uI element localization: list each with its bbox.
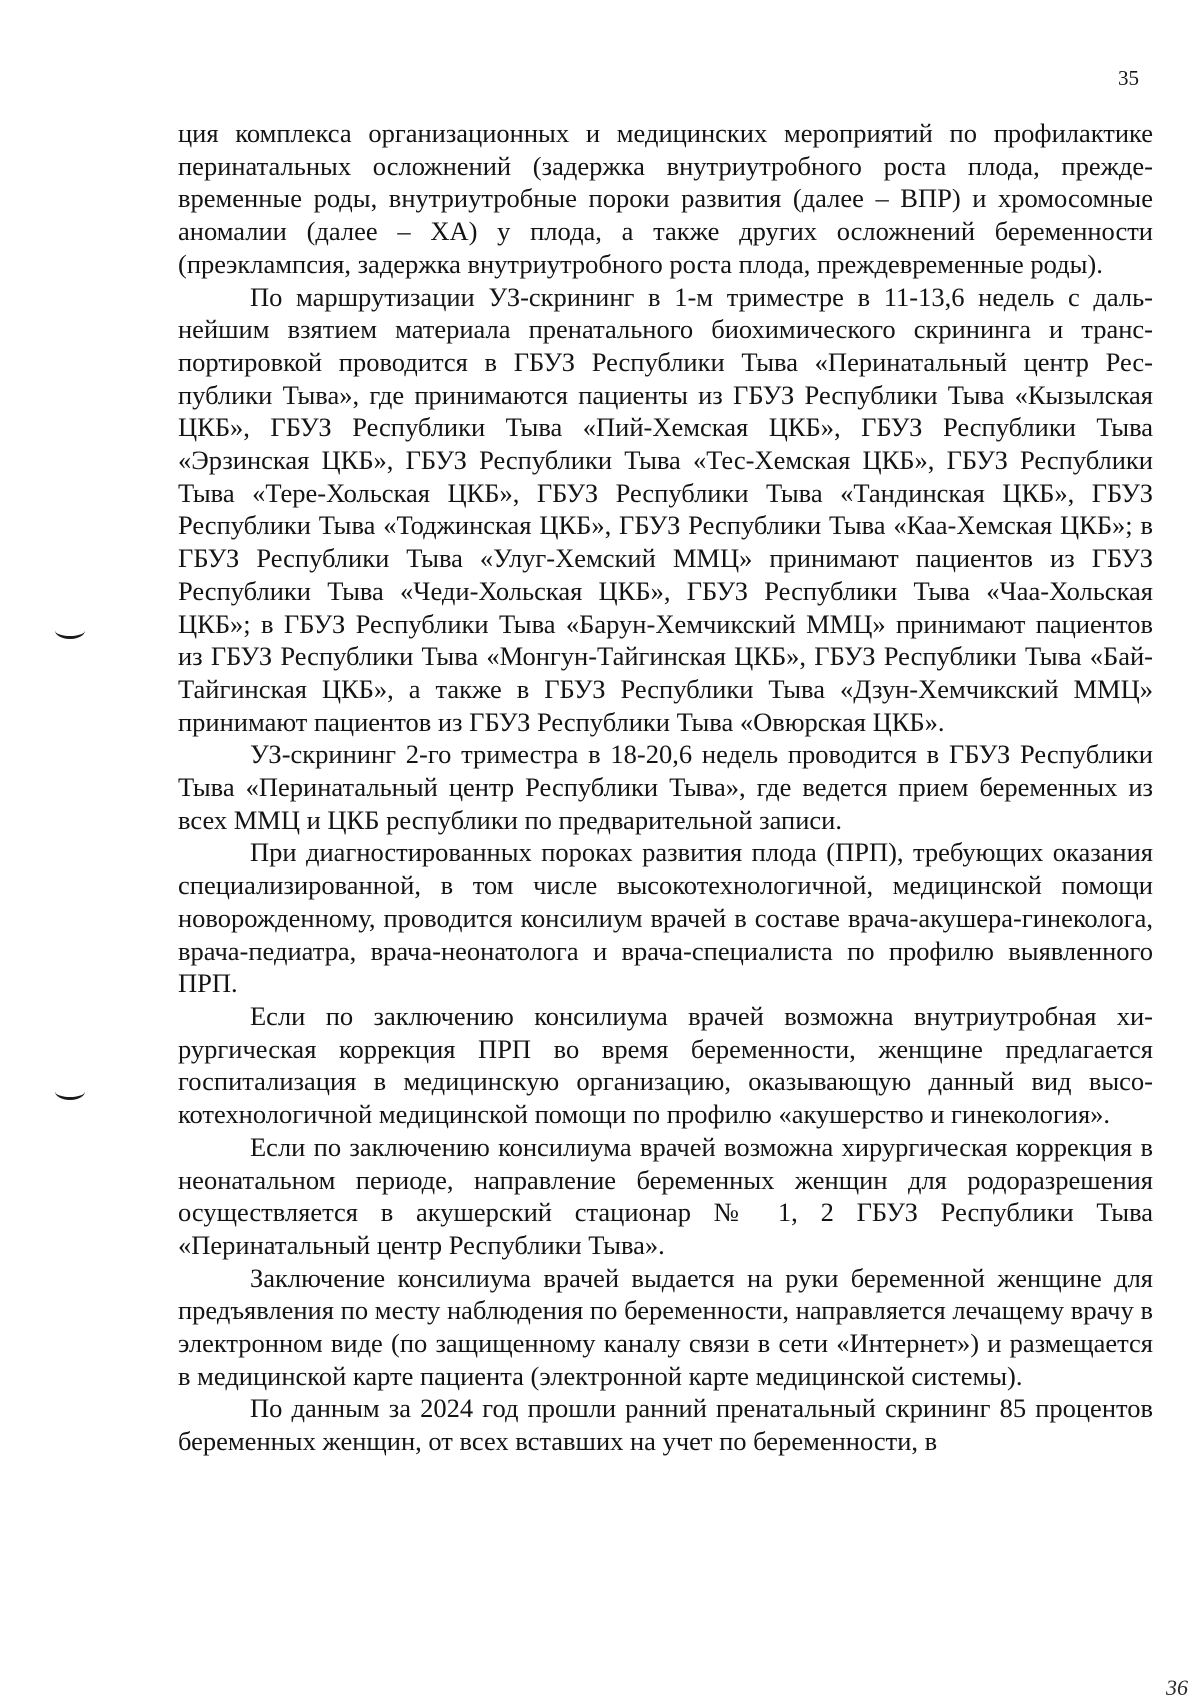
paragraph-neonatal-correction: Если по заключению консилиума врачей возможна хирургическая коррекция в неонатальном периоде, направление беременных женщин для родоразрешения осуществляется в акушерский стационар № 1, 2 ГБУЗ Республики Тыва «Перинатальный центр Республики Тыва».	[178, 1131, 1153, 1260]
paragraph-conclusion: Заключение консилиума врачей выдается на руки беременной женщине для предъявления по месту наблюдения по беременности, направляется лечащему врачу в электронном виде (по защищенному каналу связи в сети «Интернет») и размещается в медицинской карте пациента (электронной карте медицинской системы).	[178, 1262, 1153, 1391]
paragraph-second-trimester: УЗ-скрининг 2-го триместра в 18-20,6 недель проводится в ГБУЗ Республики Тыва «Перинатальный центр Республики Тыва», где ведется прием беременных из всех ММЦ и ЦКБ республики по предварительной записи.	[178, 739, 1153, 835]
handwritten-page-number: 36	[1166, 1675, 1188, 1700]
paragraph-routing-first-trimester: По маршрутизации УЗ-скрининг в 1-м триместре в 11-13,6 недель с дальнейшим взятием материала пренатального биохимического скрининга и транспортировкой проводится в ГБУЗ Республики Тыва «Перинатальный центр Республики Тыва», где принимаются пациенты из ГБУЗ Республики Тыва «Кызылская ЦКБ», ГБУЗ Республики Тыва «Пий-Хемская ЦКБ», ГБУЗ Республики Тыва «Эрзинская ЦКБ», ГБУЗ Республики Тыва «Тес-Хемская ЦКБ», ГБУЗ Республики Тыва «Тере-Хольская ЦКБ», ГБУЗ Республики Тыва «Тандинская ЦКБ», ГБУЗ Республики Тыва «Тоджинская ЦКБ», ГБУЗ Республики Тыва «Каа-Хемская ЦКБ»; в ГБУЗ Республики Тыва «Улуг-Хемский ММЦ» принимают пациентов из ГБУЗ Республики Тыва «Чеди-Хольская ЦКБ», ГБУЗ Республики Тыва «Чаа-Хольская ЦКБ»; в ГБУЗ Республики Тыва «Барун-Хемчикский ММЦ» принимают пациентов из ГБУЗ Республики Тыва «Монгун-Тайгинская ЦКБ», ГБУЗ Республики Тыва «Бай-Тайгинская ЦКБ», а также в ГБУЗ Республики Тыва «Дзун-Хемчикский ММЦ» принимают пациентов из ГБУЗ Республики Тыва «Овюрская ЦКБ».	[178, 281, 1153, 737]
paragraph-statistics-2024: По данным за 2024 год прошли ранний пренатальный скрининг 85 процентов беременных женщин, от всех вставших на учет по беременности, в	[178, 1393, 1153, 1457]
document-body	[178, 117, 1153, 1458]
paragraph-consilium: При диагностированных пороках развития плода (ПРП), требующих оказания специализированной, в том числе высокотехнологичной, медицинской помощи новорожденному, проводится консилиум врачей в составе врача-акушера-гинеколога, врача-педиатра, врача-неонатолога и врача-специалиста по профилю выявленного ПРП.	[178, 837, 1153, 999]
paragraph-continuation: ция комплекса организационных и медицинских мероприятий по профилактике перинатальных осложнений (задержка внутриутробного роста плода, преждевременные роды, внутриутробные пороки развития (далее – ВПР) и хромосомные аномалии (далее – ХА) у плода, а также других осложнений беременности (преэклампсия, задержка внутриутробного роста плода, преждевременные роды).	[178, 118, 1153, 279]
paragraph-intrauterine-correction: Если по заключению консилиума врачей возможна внутриутробная хирургическая коррекция ПРП во время беременности, женщине предлагается госпитализация в медицинскую организацию, оказывающую данный вид высокотехнологичной медицинской помощи по профилю «акушерство и гинекология».	[178, 1000, 1153, 1130]
binding-mark	[55, 1083, 85, 1100]
binding-mark	[55, 622, 85, 639]
page-number: 35	[1118, 66, 1139, 90]
